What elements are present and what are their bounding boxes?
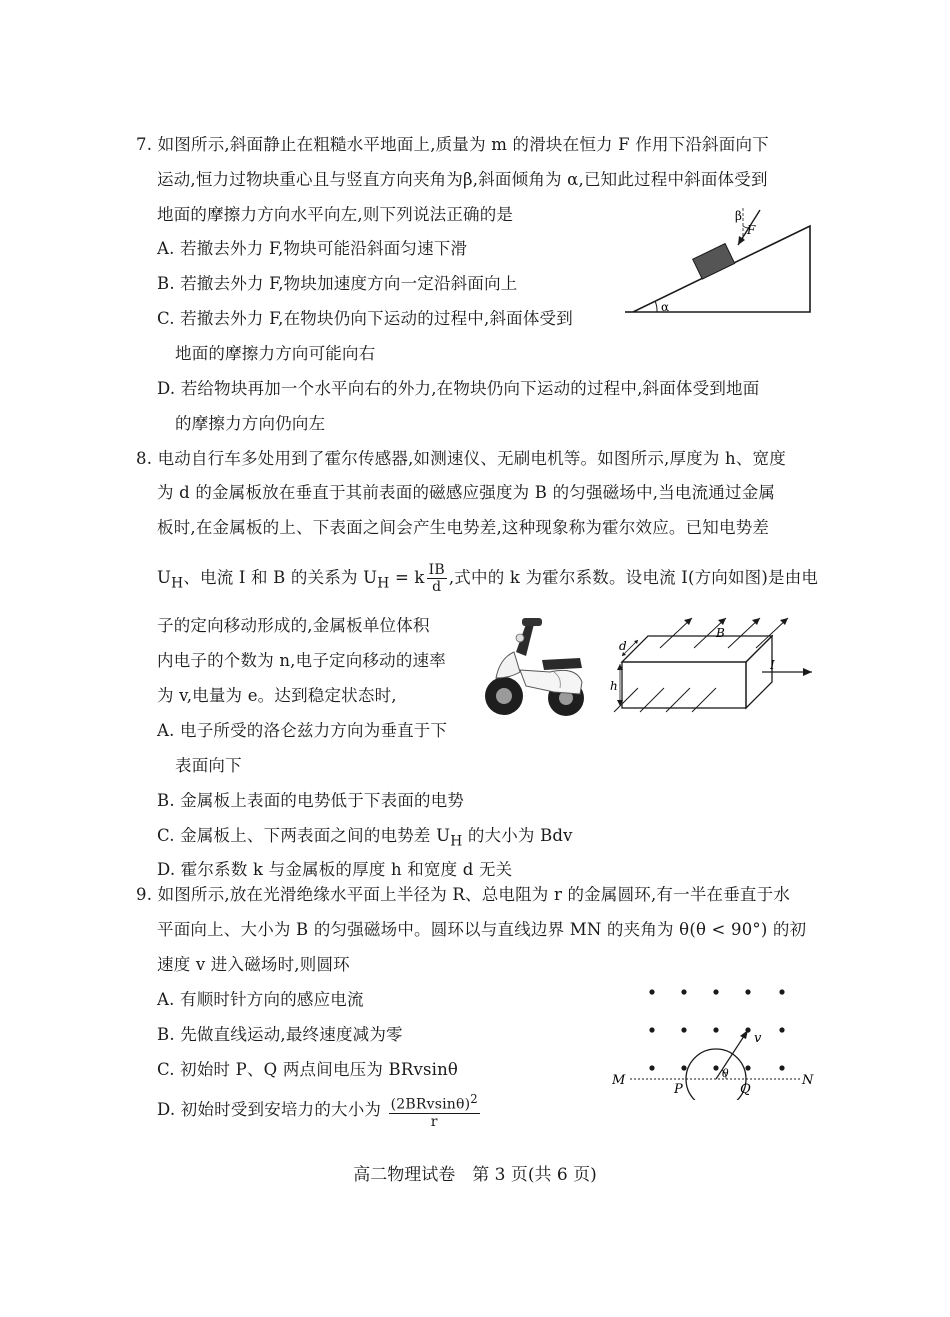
q9-option-d (157, 1090, 482, 1130)
q8-stem-line4 (157, 560, 818, 601)
page-footer: 高二物理试卷 第 3 页(共 6 页) (353, 1165, 597, 1185)
ring-magnetic-field-figure (612, 980, 822, 1100)
q8-stem-line1: 8. 电动自行车多处用到了霍尔传感器,如测速仪、无刷电机等。如图所示,厚度为 h、宽度 (136, 449, 786, 468)
q8-stem-line3: 板时,在金属板的上、下表面之间会产生电势差,这种现象称为霍尔效应。已知电势差 (157, 518, 770, 537)
p-label: P (674, 1082, 683, 1097)
q-label: Q (740, 1082, 751, 1097)
q8-stem-line6: 内电子的个数为 n,电子定向移动的速率 (157, 651, 446, 670)
relation-text: 、电流 I 和 B 的关系为 U (183, 568, 378, 587)
q8-option-b: B. 金属板上表面的电势低于下表面的电势 (157, 791, 465, 810)
q9-stem-line1: 9. 如图所示,放在光滑绝缘水平面上半径为 R、总电阻为 r 的金属圆环,有一半在垂直于水 (136, 885, 791, 904)
metal-ring (686, 1049, 746, 1100)
q7-stem-line1: 7. 如图所示,斜面静止在粗糙水平地面上,质量为 m 的滑块在恒力 F 作用下沿斜面向下 (136, 135, 769, 154)
uh-subscript-2: H (377, 575, 390, 592)
thickness-label: h (610, 679, 618, 693)
q9-option-c: C. 初始时 P、Q 两点间电压为 BRvsinθ (157, 1060, 459, 1079)
q8-stem-line7: 为 v,电量为 e。达到稳定状态时, (157, 686, 397, 705)
numerator-text: (2BRvsinθ) (390, 1096, 471, 1113)
electric-scooter-image (480, 608, 590, 720)
fraction-denominator: d (432, 579, 442, 595)
m-label: M (612, 1073, 626, 1088)
theta-label: θ (722, 1067, 729, 1080)
fraction-numerator: IB (428, 562, 445, 578)
beta-label: β (735, 209, 742, 223)
q7-option-b: B. 若撤去外力 F,物块加速度方向一定沿斜面向上 (157, 274, 518, 293)
q8-stem-line5: 子的定向移动形成的,金属板单位体积 (157, 616, 430, 635)
q8-option-a-line1: A. 电子所受的洛仑兹力方向为垂直于下 (157, 721, 448, 740)
q7-stem-line2: 运动,恒力过物块重心且与竖直方向夹角为β,斜面倾角为 α,已知此过程中斜面体受到 (157, 170, 768, 189)
field-label: B (716, 626, 725, 640)
q7-stem-line3: 地面的摩擦力方向水平向左,则下列说法正确的是 (157, 205, 514, 224)
q7-option-c-line2: 地面的摩擦力方向可能向右 (175, 344, 376, 363)
numerator-exponent: 2 (470, 1092, 478, 1107)
option-d-text: D. 初始时受到安培力的大小为 (157, 1100, 382, 1119)
q9-option-a: A. 有顺时针方向的感应电流 (157, 990, 364, 1009)
alpha-arc (655, 301, 657, 312)
q8-option-c (157, 825, 573, 852)
hall-plate-figure (600, 614, 820, 726)
q8-stem-line2: 为 d 的金属板放在垂直于其前表面的磁感应强度为 B 的匀强磁场中,当电流通过金属 (157, 483, 776, 502)
q7-option-c-line1: C. 若撤去外力 F,在物块仍向下运动的过程中,斜面体受到 (157, 309, 573, 328)
force-label: F (747, 223, 756, 237)
fraction-denominator: r (430, 1113, 438, 1130)
ampere-force-fraction (389, 1091, 480, 1130)
current-label: I (770, 658, 775, 672)
q9-stem-line2: 平面向上、大小为 B 的匀强磁场中。圆环以与直线边界 MN 的夹角为 θ(θ < 90°) 的初 (157, 920, 807, 939)
q7-option-d-line1: D. 若给物块再加一个水平向右的外力,在物块仍向下运动的过程中,斜面体受到地面 (157, 379, 760, 398)
slider-block (693, 244, 735, 280)
q7-option-a: A. 若撤去外力 F,物块可能沿斜面匀速下滑 (157, 239, 468, 258)
ib-over-d-fraction (427, 562, 447, 595)
uh-symbol: U (157, 568, 172, 587)
uh-subscript: H (171, 575, 184, 592)
option-c-text-end: 的大小为 Bdv (462, 826, 573, 845)
fraction-numerator (389, 1091, 480, 1114)
v-label: v (754, 1031, 762, 1046)
n-label: N (802, 1073, 814, 1088)
equals-k: = k (389, 568, 425, 587)
magnetic-field-lines (614, 618, 788, 712)
field-dots (649, 989, 784, 1070)
option-c-subscript: H (450, 833, 463, 850)
width-label: d (619, 639, 627, 653)
metal-plate-front (622, 662, 746, 708)
q9-option-b: B. 先做直线运动,最终速度减为零 (157, 1025, 403, 1044)
q8-option-a-line2: 表面向下 (175, 756, 242, 775)
relation-text-end: ,式中的 k 为霍尔系数。设电流 I(方向如图)是由电 (448, 568, 819, 587)
option-c-text: C. 金属板上、下两表面之间的电势差 U (157, 826, 451, 845)
q9-stem-line3: 速度 v 进入磁场时,则圆环 (157, 955, 350, 974)
q8-option-d: D. 霍尔系数 k 与金属板的厚度 h 和宽度 d 无关 (157, 860, 513, 879)
q7-option-d-line2: 的摩擦力方向仍向左 (175, 414, 326, 433)
alpha-label: α (661, 300, 670, 314)
incline-figure (625, 200, 820, 320)
